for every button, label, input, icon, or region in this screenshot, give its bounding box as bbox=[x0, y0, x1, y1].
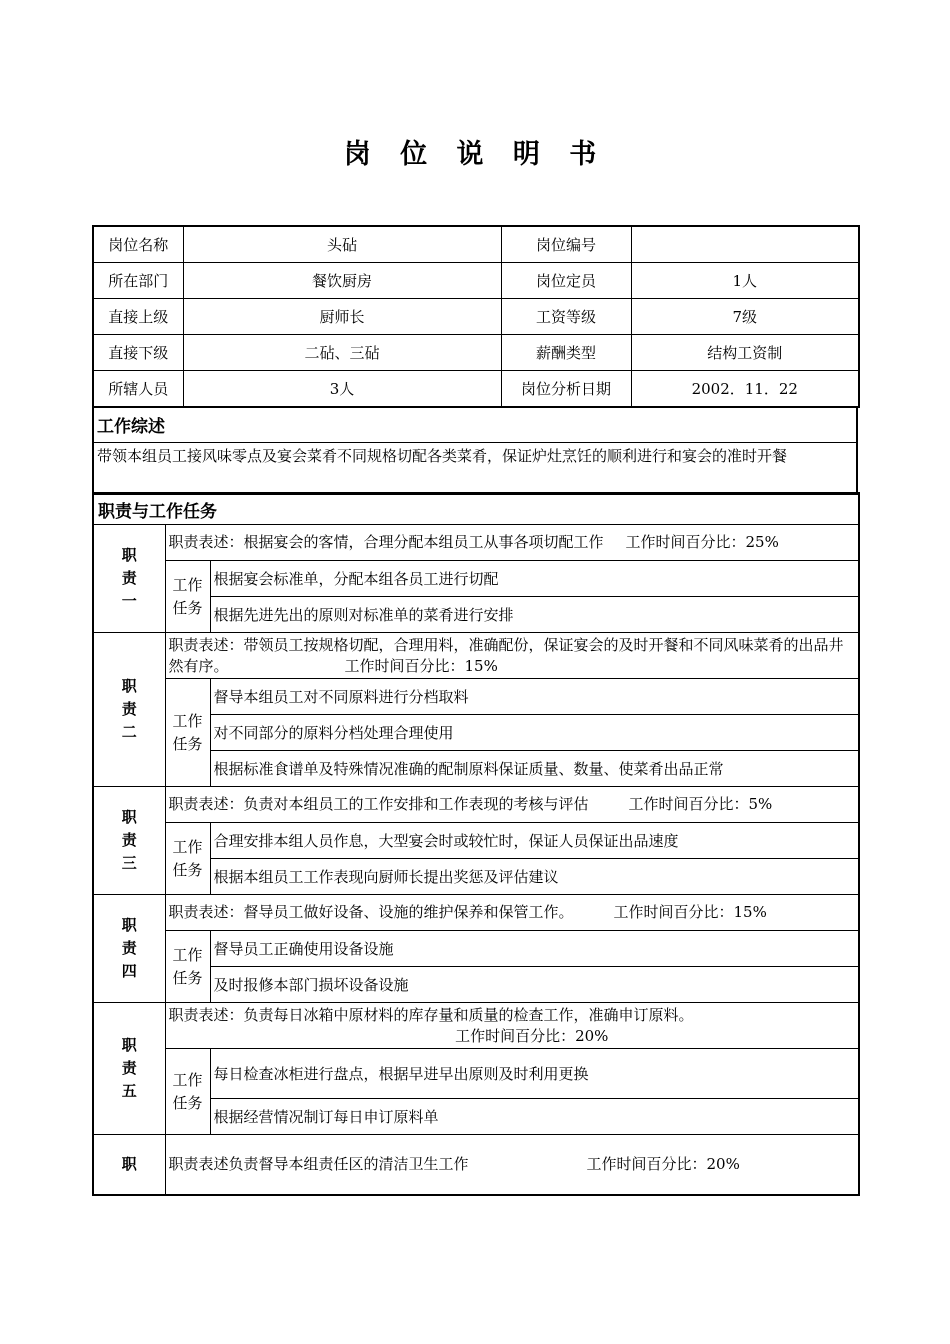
task-item: 根据经营情况制订每日申订原料单 bbox=[210, 1099, 859, 1135]
task-label bbox=[165, 561, 210, 633]
page-title: 岗 位 说 明 书 bbox=[343, 139, 607, 170]
table-row bbox=[93, 1135, 859, 1195]
table-row bbox=[93, 525, 859, 561]
time-percentage: 工作时间百分比：5% bbox=[628, 795, 773, 813]
duty-label bbox=[93, 787, 165, 895]
task-item: 督导员工正确使用设备设施 bbox=[210, 931, 859, 967]
task-item: 根据标准食谱单及特殊情况准确的配制原料保证质量、数量、使菜肴出品正常 bbox=[210, 751, 859, 787]
duty-statement bbox=[165, 895, 859, 931]
duty-statement-text: 职责表述：负责每日冰箱中原材料的库存量和质量的检查工作，准确申订原料。 bbox=[168, 1005, 694, 1024]
duty-statement bbox=[165, 787, 859, 823]
duty-statement-text: 职责表述负责督导本组责任区的清洁卫生工作 bbox=[168, 1154, 469, 1173]
table-row bbox=[93, 335, 859, 371]
field-label: 薪酬类型 bbox=[501, 335, 631, 371]
field-label: 岗位编号 bbox=[501, 226, 631, 263]
table-row bbox=[93, 263, 859, 299]
duty-label bbox=[93, 1003, 165, 1135]
field-value: 结构工资制 bbox=[631, 335, 859, 371]
time-percentage: 工作时间百分比：25% bbox=[625, 533, 779, 551]
table-row bbox=[93, 895, 859, 931]
duty-statement-text: 职责表述：带领员工按规格切配，合理用料，准确配份，保证宴会的及时开餐和不同风味菜肴的出品井然有序。 bbox=[168, 635, 844, 675]
task-item: 及时报修本部门损坏设备设施 bbox=[210, 967, 859, 1003]
field-value: 2002．11．22 bbox=[631, 371, 859, 408]
task-item: 根据先进先出的原则对标准单的菜肴进行安排 bbox=[210, 597, 859, 633]
task-item: 根据本组员工工作表现向厨师长提出奖惩及评估建议 bbox=[210, 859, 859, 895]
task-label bbox=[165, 679, 210, 787]
task-label-text: 工作任务 bbox=[172, 711, 203, 753]
table-row bbox=[93, 931, 859, 967]
time-percentage: 工作时间百分比：15% bbox=[344, 656, 498, 675]
field-value: 3人 bbox=[183, 371, 501, 408]
task-label-text: 工作任务 bbox=[172, 837, 203, 879]
time-percentage: 工作时间百分比：20% bbox=[455, 1026, 609, 1045]
table-row bbox=[93, 679, 859, 715]
field-value: 1人 bbox=[631, 263, 859, 299]
table-row bbox=[93, 226, 859, 263]
task-label-text: 工作任务 bbox=[172, 945, 203, 987]
duty-label bbox=[93, 1135, 165, 1195]
duty-statement bbox=[165, 1003, 859, 1049]
field-label: 直接下级 bbox=[93, 335, 183, 371]
table-row bbox=[93, 1049, 859, 1099]
duty-statement bbox=[165, 525, 859, 561]
task-label-text: 工作任务 bbox=[172, 1070, 203, 1112]
table-row bbox=[93, 787, 859, 823]
duty-label-text: 职责四 bbox=[121, 916, 137, 980]
duty-label-text: 职责二 bbox=[121, 677, 137, 741]
duty-label bbox=[93, 633, 165, 787]
time-percentage: 工作时间百分比：15% bbox=[613, 903, 767, 921]
table-row bbox=[93, 823, 859, 859]
field-label: 岗位分析日期 bbox=[501, 371, 631, 408]
duties-heading: 职责与工作任务 bbox=[93, 493, 859, 525]
task-item: 督导本组员工对不同原料进行分档取料 bbox=[210, 679, 859, 715]
table-row bbox=[93, 1003, 859, 1049]
task-label bbox=[165, 823, 210, 895]
field-value bbox=[631, 226, 859, 263]
time-percentage: 工作时间百分比：20% bbox=[586, 1154, 740, 1173]
field-label: 岗位名称 bbox=[93, 226, 183, 263]
duty-statement-text: 职责表述：根据宴会的客情，合理分配本组员工从事各项切配工作 bbox=[168, 533, 604, 551]
field-label: 岗位定员 bbox=[501, 263, 631, 299]
summary-text: 带领本组员工接风味零点及宴会菜肴不同规格切配各类菜肴，保证炉灶烹饪的顺利进行和宴会的准时开餐 bbox=[97, 447, 788, 465]
summary-heading: 工作综述 bbox=[93, 406, 857, 443]
duty-statement-text: 职责表述：督导员工做好设备、设施的维护保养和保管工作。 bbox=[168, 903, 574, 921]
table-row bbox=[93, 299, 859, 335]
field-value: 头砧 bbox=[183, 226, 501, 263]
field-label: 所辖人员 bbox=[93, 371, 183, 408]
table-row bbox=[93, 371, 859, 408]
task-item: 合理安排本组人员作息，大型宴会时或较忙时，保证人员保证出品速度 bbox=[210, 823, 859, 859]
duty-label-text: 职责三 bbox=[121, 808, 137, 872]
task-item: 根据宴会标准单，分配本组各员工进行切配 bbox=[210, 561, 859, 597]
task-item: 对不同部分的原料分档处理合理使用 bbox=[210, 715, 859, 751]
basic-info-table bbox=[92, 225, 860, 408]
field-value: 7级 bbox=[631, 299, 859, 335]
task-item: 每日检查冰柜进行盘点，根据早进早出原则及时利用更换 bbox=[210, 1049, 859, 1099]
duty-label-text: 职责五 bbox=[121, 1036, 137, 1100]
field-label: 工资等级 bbox=[501, 299, 631, 335]
field-label: 所在部门 bbox=[93, 263, 183, 299]
duty-label-text: 职 bbox=[121, 1154, 137, 1173]
duties-table bbox=[92, 492, 860, 1196]
duty-label-text: 职责一 bbox=[121, 546, 137, 610]
duty-statement-text: 职责表述：负责对本组员工的工作安排和工作表现的考核与评估 bbox=[168, 795, 589, 813]
duty-label bbox=[93, 525, 165, 633]
table-row bbox=[93, 633, 859, 679]
summary-section bbox=[92, 406, 858, 495]
field-value: 餐饮厨房 bbox=[183, 263, 501, 299]
task-label bbox=[165, 1049, 210, 1135]
task-label-text: 工作任务 bbox=[172, 575, 203, 617]
duty-label bbox=[93, 895, 165, 1003]
task-label bbox=[165, 931, 210, 1003]
field-value: 二砧、三砧 bbox=[183, 335, 501, 371]
field-value: 厨师长 bbox=[183, 299, 501, 335]
duty-statement bbox=[165, 1135, 859, 1195]
field-label: 直接上级 bbox=[93, 299, 183, 335]
duty-statement bbox=[165, 633, 859, 679]
table-row bbox=[93, 561, 859, 597]
